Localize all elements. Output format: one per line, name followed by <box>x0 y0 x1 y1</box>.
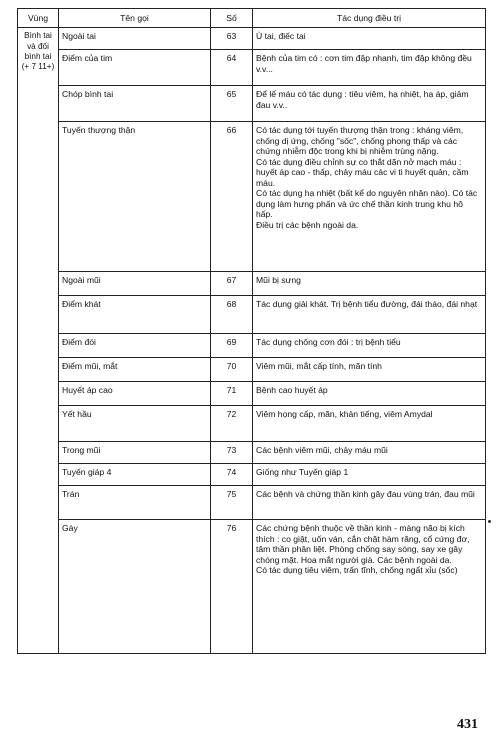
point-name: Điểm mũi, mắt <box>59 358 211 382</box>
point-number: 65 <box>211 86 253 122</box>
point-name: Tuyến thượng thận <box>59 122 211 272</box>
point-number: 68 <box>211 296 253 334</box>
point-number: 72 <box>211 406 253 442</box>
point-number: 67 <box>211 272 253 296</box>
zone-cell: Bình tai và đối bình tai (+ 7 11+) <box>18 28 59 654</box>
table-row <box>18 86 486 122</box>
point-effect <box>253 122 486 272</box>
point-number: 71 <box>211 382 253 406</box>
effect-paragraph: Viêm họng cấp, mãn, khản tiếng, viêm Amydal <box>256 409 433 420</box>
point-number: 63 <box>211 28 253 50</box>
table-row <box>18 296 486 334</box>
table-row <box>18 50 486 86</box>
point-effect <box>253 334 486 358</box>
table-row <box>18 334 486 358</box>
table-row <box>18 520 486 654</box>
point-effect <box>253 520 486 654</box>
point-name: Gáy <box>59 520 211 654</box>
effect-paragraph: Bệnh của tim có : cơn tim đập nhanh, tim đập không đều v.v... <box>256 53 472 74</box>
point-number: 64 <box>211 50 253 86</box>
point-number: 74 <box>211 464 253 486</box>
point-effect <box>253 86 486 122</box>
point-number: 69 <box>211 334 253 358</box>
point-effect <box>253 486 486 520</box>
table-body <box>18 28 486 654</box>
point-name: Trong mũi <box>59 442 211 464</box>
effect-paragraph: Có tác dụng hạ nhiệt (bất kể do nguyên nhân nào). Có tác dụng làm hưng phấn và ức chế thần kinh trung khu hô hấp. <box>256 188 478 220</box>
effect-paragraph: Có tác dụng tiêu viêm, trấn tĩnh, chống ngất xỉu (sốc) <box>256 565 458 576</box>
table-row <box>18 464 486 486</box>
point-effect <box>253 50 486 86</box>
point-effect <box>253 464 486 486</box>
header-name: Tên gọi <box>59 9 211 28</box>
point-number: 73 <box>211 442 253 464</box>
effect-paragraph: Tác dụng chống cơn đói : trị bệnh tiểu <box>256 337 401 348</box>
point-number: 70 <box>211 358 253 382</box>
header-zone: Vùng <box>18 9 59 28</box>
table-row <box>18 486 486 520</box>
point-name: Điểm khát <box>59 296 211 334</box>
point-effect <box>253 406 486 442</box>
point-name: Huyết áp cao <box>59 382 211 406</box>
point-effect <box>253 272 486 296</box>
header-effect: Tác dụng điều trị <box>253 9 486 28</box>
point-number: 75 <box>211 486 253 520</box>
effect-paragraph: Mũi bị sưng <box>256 275 301 286</box>
point-name: Yết hầu <box>59 406 211 442</box>
acupoint-table <box>17 8 486 654</box>
point-effect <box>253 296 486 334</box>
point-effect <box>253 382 486 406</box>
header-number: Số <box>211 9 253 28</box>
effect-paragraph: Các bệnh viêm mũi, chảy máu mũi <box>256 445 388 456</box>
effect-paragraph: Có tác dụng điều chỉnh sự co thắt dãn nở mạch máu : huyết áp cao - thấp, chảy máu các vi ti huyết quản, cầm máu. <box>256 156 469 188</box>
point-number: 76 <box>211 520 253 654</box>
table-row <box>18 406 486 442</box>
table-header-row <box>18 9 486 28</box>
effect-paragraph: Có tác dụng tới tuyến thượng thận trong : kháng viêm, chống dị ứng, chống "sốc", chống phong thấp và các chứng nhiễm độc trong khi bị nhiễm trùng nặng. <box>256 125 464 157</box>
effect-paragraph: Các bệnh và chứng thần kinh gây đau vùng trán, đau mũi <box>256 489 475 500</box>
table-row <box>18 382 486 406</box>
effect-paragraph: Tác dụng giải khát. Trị bệnh tiểu đường, đái tháo, đái nhạt <box>256 299 478 310</box>
effect-paragraph: Để lể máu có tác dụng : tiêu viêm, hạ nhiệt, hạ áp, giảm đau v.v.. <box>256 89 469 110</box>
point-number: 66 <box>211 122 253 272</box>
table-row <box>18 272 486 296</box>
effect-paragraph: Viêm mũi, mắt cấp tính, mãn tính <box>256 361 382 372</box>
effect-paragraph: Giống như Tuyến giáp 1 <box>256 467 349 478</box>
point-name: Ngoài mũi <box>59 272 211 296</box>
table-row <box>18 442 486 464</box>
point-effect <box>253 442 486 464</box>
point-name: Chóp bình tai <box>59 86 211 122</box>
point-effect <box>253 28 486 50</box>
effect-paragraph: Ù tai, điếc tai <box>256 31 306 42</box>
point-name: Điểm đói <box>59 334 211 358</box>
stray-dot-mark <box>488 520 491 523</box>
point-name: Tuyến giáp 4 <box>59 464 211 486</box>
table-row <box>18 28 486 50</box>
point-name: Trán <box>59 486 211 520</box>
page-number: 431 <box>457 717 478 732</box>
effect-paragraph: Bệnh cao huyết áp <box>256 385 328 396</box>
point-name: Ngoài tai <box>59 28 211 50</box>
table-row <box>18 122 486 272</box>
point-effect <box>253 358 486 382</box>
effect-paragraph: Các chứng bệnh thuộc về thần kinh - màng não bị kích thích : co giật, uốn ván, cắn chặt hàm răng, cổ cứng đơ, tâm thần phân liệt. Phòng chống say sóng, say xe gây chóng mặt. Hoa mắt người già. Các bệnh ngoài da. <box>256 523 470 565</box>
point-name: Điểm của tim <box>59 50 211 86</box>
effect-paragraph: Điều trị các bệnh ngoài da. <box>256 219 359 230</box>
table-row <box>18 358 486 382</box>
